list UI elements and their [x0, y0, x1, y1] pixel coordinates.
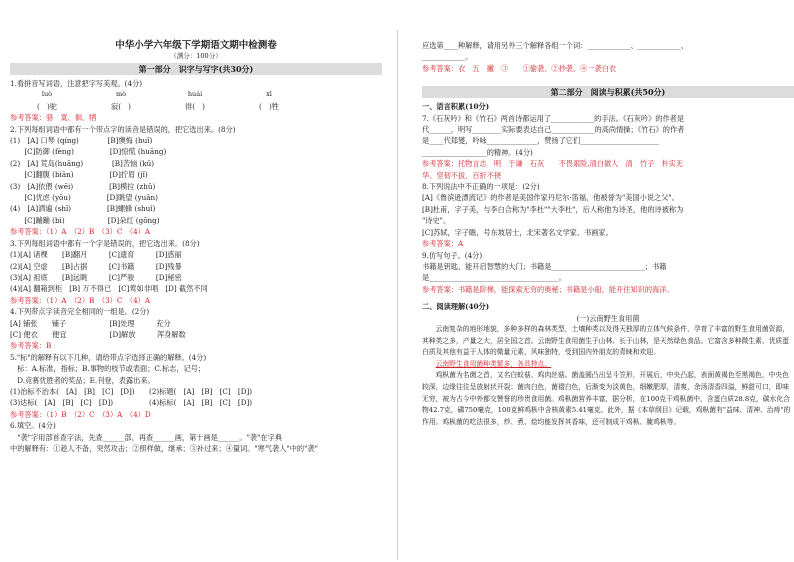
char-blank: ( )驼 [37, 101, 57, 111]
q6-text: "袭"字用部首查字法，先查______部，再查______画，第十画是______。"袭"在字典 [10, 432, 282, 442]
q9-text: 书籍是钥匙，能开启智慧的大门；书籍是__________________________；书籍 [422, 261, 667, 271]
q8-option: [C]苏轼，字子瞻，号东坡居士，北宋著名文学家、书画家。 [422, 227, 613, 237]
section-language-accumulation: 一、语言积累(10分) [422, 102, 490, 112]
page-title: 中华小学六年级下学期语文期中检测卷 [115, 40, 277, 51]
q8-option: [A]《鲁滨逊漂流记》的作者是美国作家丹尼尔·笛福，他被誉为"美国小说之父"。 [422, 193, 679, 203]
page-subtitle: （满分：100分） [170, 52, 222, 60]
pinyin: huái [187, 90, 203, 99]
part2-header: 第二部分 阅读与积累(共50分) [422, 86, 794, 98]
q8-answer: 参考答案：A [422, 239, 464, 249]
q7-text: __________________的精神。(4分) [422, 147, 533, 157]
left-column [10, 36, 382, 556]
q8-option: [B]杜甫，字子美，与李白合称为"李杜""大李杜"，后人称他为诗圣，他的诗被称为 [422, 204, 684, 214]
q4-option: [C] 便衣 便宜 [D]解放 浑身解数 [10, 329, 186, 339]
q7-answer-continued: 华、坚韧不拔、百折不挠 [422, 170, 502, 180]
q4-prompt: 4.下列带点字读音完全相同的一组是。(2分) [10, 307, 150, 317]
column-divider [397, 30, 398, 560]
char-blank: 寂( ) [111, 101, 131, 111]
q5-answer: 参考答案：（1）B （2）C （3）A （4）D [10, 409, 151, 419]
q2-option: [C]优虑 (yōu) [D]眺望 (yuǎn) [10, 193, 158, 203]
passage-paragraph: 鸡枞菌为名菌之首，又名白蚁菇、鸡肉丝菇。菌盖圆凸出呈斗笠形，开展后，中央凸起，表面黄褐色至黑褐色，中央色较深，边缘往往呈放射状开裂；菌肉白色，菌褶白色，后渐变为淡黄色，细嫩肥厚，清爽，余汤清香四溢，鲜甜可口，即味无穷，被为古今中外都交赞誉的珍贵食用菌。鸡枞菌营养丰富，据分析，在100克干鸡枞菌中，含蛋白质28.8克，碳水化合物42.7克，磷750毫克，100克鲜鸡枞中含核黄素5.41毫克。此外，据《本草纲目》记载，鸡枞菌有"益味、清神、治痔"的作用。鸡枞菌的吃法很多，炒、煮、烩均能发挥其香味，还可制成干鸡枞、腌鸡枞等。 [422, 371, 791, 426]
q3-option: (4)[A] 翻箱到柜 [B] 万不得已 [C]莺如非唱 [D] 截然不同 [10, 284, 208, 294]
q2-option: (4) [A]洒遍 (shī) [B]螺蜂 (shuǐ) [10, 204, 156, 214]
q1-answer: 参考答案：骆 寞、徊、牺 [10, 113, 97, 123]
q3-prompt: 3.下列每组词语中都有一个字是错误的，把它选出来。(8分) [10, 238, 200, 248]
q1-prompt: 1.看拼音写词语，注意把字写美观。(4分) [10, 79, 143, 88]
pinyin: mò [115, 90, 127, 99]
q3-answer: 参考答案：（1）A （2）B （3）C （4）A [10, 295, 151, 305]
q9-text: 是____________________________________。 [422, 273, 566, 283]
q2-option: [C]蹦蹦 (bì) [D]朵红 (gōng) [10, 215, 160, 225]
q4-answer: 参考答案：B [10, 341, 52, 351]
q5-item: (3)达标( [A] [B] [C] [D]) (4)标标( [A] [B] [C] [D]) [10, 398, 253, 408]
q1-char-row [10, 101, 382, 112]
q5-item: (1)治标不治本( [A] [B] [C] [D]) (2)标题( [A] [B] [C] [D]) [10, 386, 253, 396]
q6-answer: 参考答案：衣 五 撇 ③ ①偷袭、②抄袭、④一袭白衣 [422, 63, 617, 73]
q2-answer: 参考答案：（1）A （2）B （3）C （4）A [10, 227, 151, 237]
passage-highlight-sentence: 云南野生食用菌种类繁多，各具特点。 [435, 359, 552, 368]
q7-text: 代______，明写________实际要表达自己____________的高尚情操；《竹石》的作者 [422, 125, 685, 135]
q6-continued: ____________。 [422, 52, 473, 62]
q2-option: (3) [A]依偎 (wēi) [B]模拉 (zhǔ) [10, 181, 156, 191]
q3-option: (2)[A] 空虚 [B]占据 [C]书籍 [D]残暴 [10, 261, 182, 271]
q3-option: (3)[A] 祖底 [B]远眺 [C]严骏 [D]秘密 [10, 272, 182, 282]
q6-text: 中的解释有：①趁人不备，突然攻击；②照样做，继承；③补过来；④量词。"寒气袭人"中的"袭" [10, 444, 318, 453]
q5-definition: D.竞赛优胜者的奖品；E.刊登，表露出来。 [10, 375, 155, 385]
passage-paragraph: 云南复杂的地形地貌，多种多样的森林类型，土壤种类以及得天独厚的立体气候条件，孕育了丰富的野生食用菌资源，其种类之多，产量之大，居全国之首。云南野生食用菌生于山林、长于山林，是天然绿色食品。它富含多种微生素、优质蛋白质及其他有益于人体的微量元素，风味独特，受到国内外朋友的青睐和欢迎。 [422, 324, 790, 357]
right-column [422, 40, 794, 560]
q3-option: (1)[A] 诸棵 [B]翻月 [C]遗育 [D]惑丽 [10, 250, 182, 260]
pinyin: luò [41, 90, 53, 99]
q9-answer: 参考答案：书籍是阶梯，能探索无穷的奥秘；书籍是小船，能开往知识的海洋。 [422, 284, 674, 294]
q6-continued: 应选第____种解释，请用另外三个解释各组一个词：____________、____________、 [422, 41, 688, 50]
q8-option: "诗史"。 [422, 216, 451, 226]
q7-answer: 参考答案：托物言志 明 于谦 石灰 不畏艰险,清白做人 清 竹子 朴实无 [422, 159, 684, 169]
char-blank: 徘( ) [185, 101, 205, 111]
passage-title: (一)云南野生食用菌 [576, 313, 640, 323]
q6-prompt: 6.填空。(4分) [10, 421, 56, 431]
q7-text: 是____代郑燮，吟咏______________，赞扬了它们______________________ [422, 136, 660, 146]
char-blank: ( )牲 [259, 101, 279, 111]
q5-definition: 标：A.标准，指标；B.事物的枝节或表面；C.标志，记号； [10, 364, 206, 374]
q2-option: (1) [A] 口琴 (qíng) [B]懊悔 (huǐ) [10, 136, 153, 146]
part1-header: 第一部分 识字与写字(共30分) [10, 63, 382, 75]
q9-prompt: 9.仿写句子。(4分) [422, 250, 483, 260]
q2-prompt: 2.下列每组词语中都有一个带点字的读音是错误的，把它选出来。(8分) [10, 124, 236, 134]
q7-text: 7.《石灰吟》和《竹石》两首诗都运用了____________的手法。《石灰吟》的作者是 [422, 113, 685, 123]
q4-option: [A] 铺张 铺子 [B]处理 充分 [10, 318, 171, 328]
q5-prompt: 5."标"的解释有以下几种，请给带点字选择正确的解释。(4分) [10, 352, 207, 362]
q1-pinyin-row [10, 89, 382, 100]
pinyin: xī [266, 90, 272, 99]
q2-option: (2) [A] 荒岛(huāng) [B]苦恼 (kǔ) [10, 158, 155, 168]
q8-prompt: 8.下列说法中不正确的一项是：(2分) [422, 182, 540, 192]
q2-option: [C]翻腹 (biān) [D]拧眉 (jǐ) [10, 170, 148, 180]
q2-option: [C]防御 (fèng) [D]惊慌 (huāng) [10, 147, 167, 157]
section-reading: 二、阅读理解(40分) [422, 302, 490, 312]
